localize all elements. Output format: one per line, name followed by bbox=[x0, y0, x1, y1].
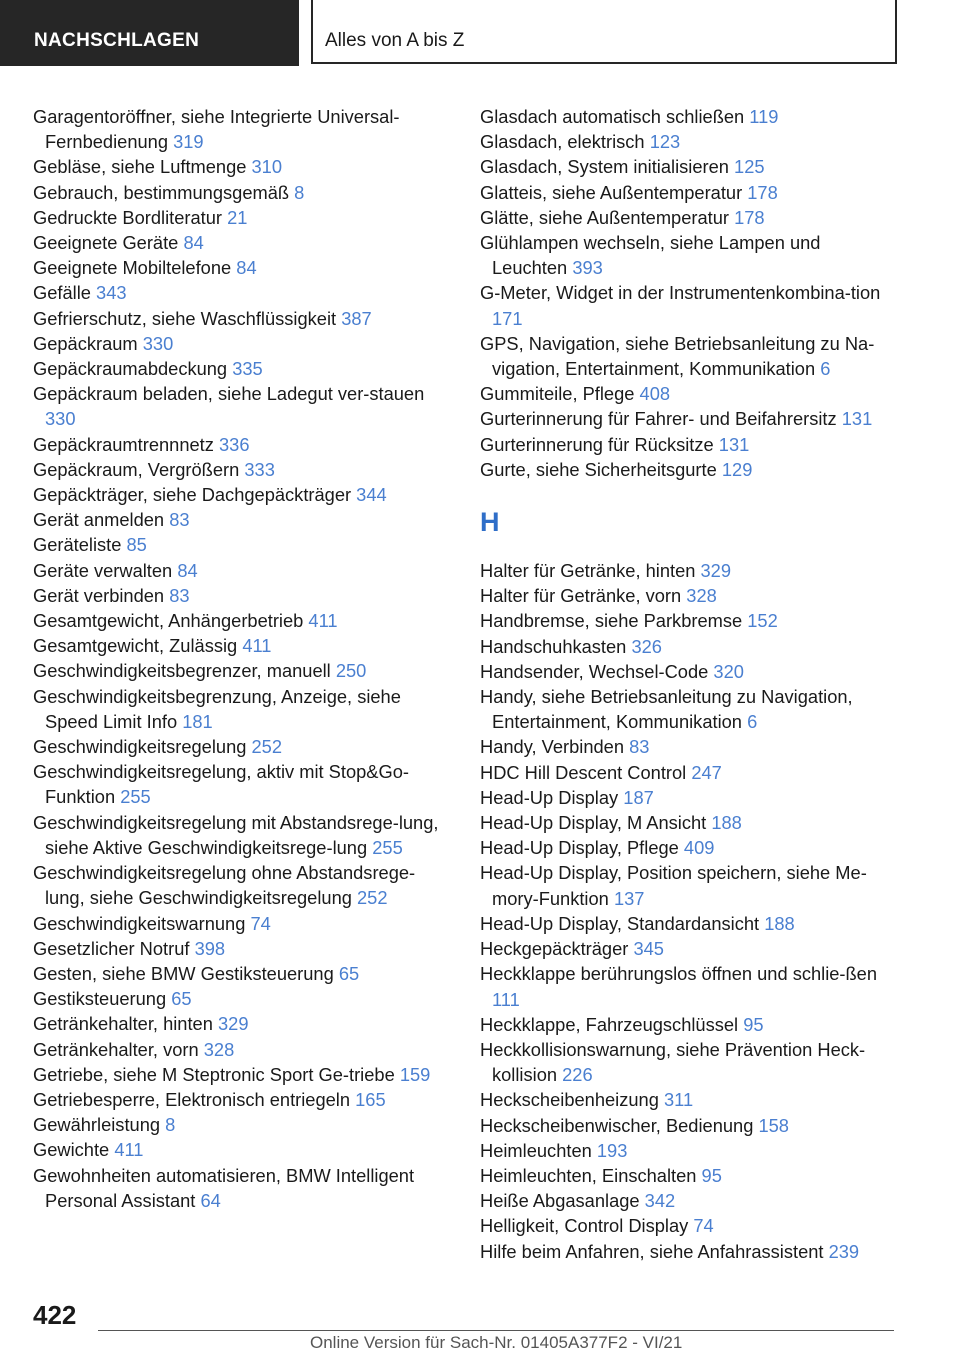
index-page-link[interactable]: 408 bbox=[639, 383, 671, 405]
index-page-link[interactable]: 171 bbox=[492, 307, 523, 329]
index-entry-text: Gepäckraumtrennnetz bbox=[33, 433, 214, 455]
index-entry bbox=[33, 482, 453, 507]
index-entry-text: Geschwindigkeitswarnung bbox=[33, 912, 246, 934]
index-page-link[interactable]: 333 bbox=[244, 458, 275, 480]
index-entry-text: Heckscheibenheizung bbox=[480, 1089, 659, 1111]
index-page-link[interactable]: 65 bbox=[171, 988, 192, 1010]
index-entry bbox=[33, 532, 453, 557]
index-page-link[interactable]: 74 bbox=[250, 912, 271, 934]
index-entry bbox=[33, 684, 453, 734]
index-page-link[interactable]: 111 bbox=[492, 988, 520, 1010]
index-page-link[interactable]: 64 bbox=[200, 1189, 221, 1211]
index-entry bbox=[480, 1163, 900, 1188]
index-entry-text: Gepäckraum beladen, siehe Ladegut ver-stauen bbox=[33, 383, 425, 405]
index-entry bbox=[480, 104, 900, 129]
index-entry bbox=[33, 633, 453, 658]
index-entry bbox=[480, 154, 900, 179]
index-entry bbox=[480, 684, 900, 734]
index-entry-text: Glasdach, System initialisieren bbox=[480, 156, 729, 178]
index-entry-text: Getriebesperre, Elektronisch entriegeln bbox=[33, 1088, 351, 1110]
index-entry bbox=[480, 1213, 900, 1238]
index-page-link[interactable]: 310 bbox=[251, 156, 283, 178]
index-entry-text: G-Meter, Widget in der Instrumentenkombina-tion bbox=[480, 282, 881, 304]
index-entry bbox=[33, 104, 453, 154]
index-entry-text: Gesten, siehe BMW Gestiksteuerung bbox=[33, 962, 334, 984]
index-entry bbox=[480, 911, 900, 936]
index-entry-text: GPS, Navigation, siehe Betriebsanleitung zu Na-vigation, Entertainment, Kommunikation bbox=[480, 332, 875, 380]
index-entry bbox=[480, 230, 900, 280]
index-entry bbox=[33, 280, 453, 305]
index-entry-text: Handschuhkasten bbox=[480, 635, 627, 657]
index-entry bbox=[480, 1087, 900, 1112]
index-entry-text: Getränkehalter, vorn bbox=[33, 1038, 199, 1060]
index-page-link[interactable]: 387 bbox=[341, 307, 372, 329]
index-entry bbox=[480, 457, 900, 482]
index-page-link[interactable]: 95 bbox=[743, 1013, 764, 1035]
index-entry-text: Head-Up Display bbox=[480, 786, 619, 808]
index-entry bbox=[33, 911, 453, 936]
index-entry-text: Heiße Abgasanlage bbox=[480, 1190, 640, 1212]
index-page-link[interactable]: 8 bbox=[294, 181, 305, 203]
index-page-link[interactable]: 330 bbox=[45, 408, 76, 430]
index-entry-text: Gewohnheiten automatisieren, BMW Intelligent Personal Assistant bbox=[33, 1164, 415, 1211]
index-entry bbox=[480, 1188, 900, 1213]
index-entry bbox=[480, 608, 900, 633]
index-entry bbox=[33, 1112, 453, 1137]
index-entry-text: Gebrauch, bestimmungsgemäß bbox=[33, 181, 290, 203]
index-entry-text: Gurterinnerung für Fahrer- und Beifahrersitz bbox=[480, 408, 837, 430]
index-entry bbox=[480, 835, 900, 860]
index-entry bbox=[33, 507, 453, 532]
index-page-link[interactable]: 131 bbox=[718, 433, 750, 455]
index-entry bbox=[480, 406, 900, 431]
index-entry bbox=[480, 1138, 900, 1163]
index-page-link[interactable]: 129 bbox=[721, 458, 753, 480]
index-entry bbox=[33, 583, 453, 608]
index-entry bbox=[33, 608, 453, 633]
index-page-link[interactable]: 411 bbox=[242, 635, 272, 657]
index-entry-text: Gummiteile, Pflege bbox=[480, 383, 635, 405]
index-entry-text: Gebläse, siehe Luftmenge bbox=[33, 156, 247, 178]
index-entry bbox=[480, 558, 900, 583]
index-page-link[interactable]: 8 bbox=[165, 1114, 176, 1136]
index-entry bbox=[480, 760, 900, 785]
index-entry bbox=[33, 356, 453, 381]
index-entry bbox=[33, 457, 453, 482]
index-entry-text: Handy, siehe Betriebsanleitung zu Navigation, Entertainment, Kommunikation bbox=[480, 686, 853, 733]
index-entry-text: Garagentoröffner, siehe Integrierte Universal-Fernbedienung bbox=[33, 106, 400, 153]
index-entry-text: Helligkeit, Control Display bbox=[480, 1215, 689, 1237]
index-page-link[interactable]: 131 bbox=[841, 408, 873, 430]
index-page-link[interactable]: 320 bbox=[713, 660, 744, 682]
index-entry-text: Gerät verbinden bbox=[33, 584, 165, 606]
index-entry bbox=[33, 154, 453, 179]
index-page-link[interactable]: 250 bbox=[335, 660, 367, 682]
index-page-link[interactable]: 159 bbox=[399, 1063, 431, 1085]
index-entry bbox=[33, 658, 453, 683]
index-page-link[interactable]: 152 bbox=[747, 610, 778, 632]
index-entry-text: Geschwindigkeitsbegrenzer, manuell bbox=[33, 660, 331, 682]
index-entry-text: Gestiksteuerung bbox=[33, 988, 167, 1010]
index-column-left bbox=[33, 104, 453, 1213]
index-entry bbox=[33, 810, 453, 860]
index-entry bbox=[33, 1011, 453, 1036]
index-page-link[interactable]: 137 bbox=[613, 887, 645, 909]
index-entry-text: Head-Up Display, Pflege bbox=[480, 837, 679, 859]
index-entry bbox=[480, 432, 900, 457]
index-entry-text: Gerät anmelden bbox=[33, 509, 165, 531]
index-entry bbox=[33, 306, 453, 331]
index-page-link[interactable]: 226 bbox=[562, 1064, 593, 1086]
index-entry bbox=[33, 1087, 453, 1112]
index-page-link[interactable]: 326 bbox=[631, 635, 662, 657]
index-page-link[interactable]: 178 bbox=[734, 206, 765, 228]
index-entry-text: Gewährleistung bbox=[33, 1114, 161, 1136]
index-page-link[interactable]: 342 bbox=[644, 1190, 676, 1212]
index-page-link[interactable]: 125 bbox=[734, 156, 765, 178]
index-entry bbox=[480, 129, 900, 154]
index-page-link[interactable]: 83 bbox=[169, 584, 190, 606]
index-entry bbox=[480, 659, 900, 684]
section-title: NACHSCHLAGEN bbox=[34, 30, 200, 51]
index-entry-text: Glühlampen wechseln, siehe Lampen und Leuchten bbox=[480, 232, 821, 279]
index-page-link[interactable]: 328 bbox=[203, 1038, 235, 1060]
index-entry bbox=[33, 961, 453, 986]
index-entry-text: Geschwindigkeitsregelung, aktiv mit Stop&Go-Funktion bbox=[33, 761, 409, 808]
index-page-link[interactable]: 83 bbox=[629, 736, 650, 758]
index-page-link[interactable]: 119 bbox=[749, 106, 779, 127]
index-entry bbox=[33, 860, 453, 910]
index-page-link[interactable]: 255 bbox=[120, 786, 151, 808]
chapter-title: Alles von A bis Z bbox=[325, 30, 465, 51]
index-page-link[interactable]: 188 bbox=[711, 812, 742, 834]
index-entry-text: Gedruckte Bordliteratur bbox=[33, 206, 222, 228]
index-page-link[interactable]: 343 bbox=[96, 282, 127, 304]
index-entry bbox=[480, 1239, 900, 1264]
index-entry-text: Glätte, siehe Außentemperatur bbox=[480, 206, 729, 228]
index-entry bbox=[33, 558, 453, 583]
index-page-link[interactable]: 123 bbox=[649, 131, 681, 153]
index-entry bbox=[480, 961, 900, 1011]
index-group-g bbox=[480, 104, 900, 482]
index-page-link[interactable]: 411 bbox=[308, 610, 338, 632]
index-entry-text: Glatteis, siehe Außentemperatur bbox=[480, 181, 743, 203]
index-entry-text: Geräteliste bbox=[33, 534, 122, 556]
index-page-link[interactable]: 329 bbox=[700, 560, 732, 582]
index-entry-text: Gefrierschutz, siehe Waschflüssigkeit bbox=[33, 307, 337, 329]
index-entry bbox=[480, 205, 900, 230]
footer-version: Online Version für Sach-Nr. 01405A377F2 - VI/21 bbox=[310, 1333, 683, 1352]
index-entry-text: Handsender, Wechsel-Code bbox=[480, 660, 709, 682]
index-entry bbox=[480, 936, 900, 961]
index-page-link[interactable]: 336 bbox=[218, 433, 250, 455]
index-entry-text: Heckklappe, Fahrzeugschlüssel bbox=[480, 1013, 739, 1035]
index-entry-text: Gepäckraum bbox=[33, 332, 138, 354]
index-page-link[interactable]: 181 bbox=[182, 710, 213, 732]
index-page-link[interactable]: 6 bbox=[747, 711, 758, 733]
index-entry bbox=[480, 1012, 900, 1037]
index-entry-text: Geschwindigkeitsregelung mit Abstandsrege-lung, siehe Aktive Geschwindigkeitsrege-lung bbox=[33, 811, 439, 858]
index-entry bbox=[480, 1113, 900, 1138]
index-entry bbox=[33, 331, 453, 356]
index-entry bbox=[33, 1062, 453, 1087]
index-page-link[interactable]: 409 bbox=[683, 837, 715, 859]
index-page-link[interactable]: 85 bbox=[126, 534, 147, 556]
chapter-header bbox=[311, 0, 897, 64]
index-entry bbox=[480, 785, 900, 810]
index-column-right bbox=[480, 104, 900, 1264]
index-page-link[interactable]: 95 bbox=[701, 1164, 722, 1186]
index-entry-text: Gurte, siehe Sicherheitsgurte bbox=[480, 458, 717, 480]
index-page-link[interactable]: 84 bbox=[236, 257, 257, 279]
index-entry-text: Heckscheibenwischer, Bedienung bbox=[480, 1114, 754, 1136]
index-page-link[interactable]: 6 bbox=[820, 358, 831, 380]
index-page-link[interactable]: 252 bbox=[251, 736, 283, 758]
index-page-link[interactable]: 319 bbox=[173, 131, 204, 153]
index-entry-text: Geschwindigkeitsbegrenzung, Anzeige, siehe Speed Limit Info bbox=[33, 685, 401, 732]
index-entry-text: Glasdach, elektrisch bbox=[480, 131, 645, 153]
index-entry bbox=[33, 1137, 453, 1162]
index-entry-text: Hilfe beim Anfahren, siehe Anfahrassistent bbox=[480, 1240, 824, 1262]
index-group-h bbox=[480, 558, 900, 1264]
index-entry bbox=[33, 381, 453, 431]
index-entry bbox=[33, 180, 453, 205]
index-entry bbox=[480, 331, 900, 381]
index-page-link[interactable]: 239 bbox=[828, 1240, 860, 1262]
index-entry-text: Head-Up Display, Standardansicht bbox=[480, 912, 760, 934]
index-page-link[interactable]: 74 bbox=[693, 1215, 714, 1237]
index-page-link[interactable]: 255 bbox=[372, 836, 403, 858]
index-entry bbox=[33, 1163, 453, 1213]
index-page-link[interactable]: 188 bbox=[764, 912, 795, 934]
index-page-link[interactable]: 21 bbox=[227, 206, 248, 228]
index-entry bbox=[480, 180, 900, 205]
index-entry bbox=[33, 734, 453, 759]
index-page-link[interactable]: 65 bbox=[338, 962, 360, 984]
index-entry-text: Gepäckträger, siehe Dachgepäckträger bbox=[33, 484, 352, 506]
index-entry-text: Head-Up Display, M Ansicht bbox=[480, 812, 707, 834]
index-entry-text: Halter für Getränke, hinten bbox=[480, 560, 696, 582]
index-page-link[interactable]: 411 bbox=[114, 1139, 144, 1161]
index-page-link[interactable]: 344 bbox=[356, 484, 387, 506]
index-entry bbox=[33, 986, 453, 1011]
index-page-link[interactable]: 398 bbox=[194, 937, 226, 959]
index-entry-text: Heckklappe berührungslos öffnen und schlie-ßen bbox=[480, 963, 878, 985]
index-entry-text: Heckkollisionswarnung, siehe Prävention Heck-kollision bbox=[480, 1038, 866, 1086]
index-entry bbox=[33, 205, 453, 230]
index-entry-text: Gepäckraum, Vergrößern bbox=[33, 458, 240, 480]
index-page-link[interactable]: 193 bbox=[596, 1139, 628, 1161]
index-page-link[interactable]: 329 bbox=[217, 1013, 249, 1035]
index-entry bbox=[33, 230, 453, 255]
index-entry-text: Gepäckraumabdeckung bbox=[33, 358, 228, 380]
index-entry bbox=[33, 759, 453, 809]
index-entry-text: Glasdach automatisch schließen bbox=[480, 106, 745, 127]
index-entry bbox=[480, 810, 900, 835]
index-entry bbox=[480, 381, 900, 406]
index-entry-text: Handbremse, siehe Parkbremse bbox=[480, 610, 743, 632]
index-page-link[interactable]: 178 bbox=[747, 181, 778, 203]
index-entry-text: Geschwindigkeitsregelung ohne Abstandsrege-lung, siehe Geschwindigkeitsregelung bbox=[33, 862, 416, 909]
index-page-link[interactable]: 335 bbox=[232, 358, 263, 380]
index-page-link[interactable]: 83 bbox=[169, 509, 190, 531]
index-entry bbox=[480, 1037, 900, 1087]
index-entry bbox=[480, 860, 900, 910]
index-entry-text: Getränkehalter, hinten bbox=[33, 1013, 213, 1035]
index-entry-text: Heckgepäckträger bbox=[480, 938, 629, 960]
index-entry bbox=[480, 734, 900, 759]
index-entry-text: Geräte verwalten bbox=[33, 559, 173, 581]
index-entry-text: Gefälle bbox=[33, 282, 91, 304]
index-page-link[interactable]: 84 bbox=[177, 559, 198, 581]
index-entry-text: Halter für Getränke, vorn bbox=[480, 585, 682, 607]
footer-divider bbox=[98, 1330, 894, 1331]
index-entry-text: Gurterinnerung für Rücksitze bbox=[480, 433, 714, 455]
index-entry bbox=[33, 1037, 453, 1062]
index-page-link[interactable]: 311 bbox=[663, 1089, 694, 1111]
index-entry-text: Heimleuchten, Einschalten bbox=[480, 1164, 697, 1186]
index-page-link[interactable]: 84 bbox=[183, 232, 204, 254]
index-entry-text: HDC Hill Descent Control bbox=[480, 761, 687, 783]
index-page-link[interactable]: 252 bbox=[357, 887, 388, 909]
page-number: 422 bbox=[33, 1300, 77, 1330]
index-entry bbox=[480, 634, 900, 659]
index-page-link[interactable]: 187 bbox=[623, 786, 654, 808]
section-header bbox=[0, 0, 299, 66]
index-entry-text: Gesetzlicher Notruf bbox=[33, 937, 190, 959]
index-page-link[interactable]: 158 bbox=[758, 1114, 789, 1136]
index-entry-text: Gesamtgewicht, Zulässig bbox=[33, 635, 238, 657]
index-entry bbox=[33, 936, 453, 961]
index-page-link[interactable]: 165 bbox=[355, 1088, 386, 1110]
index-entry-text: Geeignete Geräte bbox=[33, 232, 179, 254]
index-entry-text: Getriebe, siehe M Steptronic Sport Ge-triebe bbox=[33, 1063, 395, 1085]
index-page-link[interactable]: 330 bbox=[142, 332, 174, 354]
index-page-link[interactable]: 328 bbox=[686, 585, 717, 607]
index-entry-text: Heimleuchten bbox=[480, 1139, 592, 1161]
index-page-link[interactable]: 345 bbox=[633, 938, 664, 960]
index-entry-text: Head-Up Display, Position speichern, siehe Me-mory-Funktion bbox=[480, 862, 867, 909]
index-page-link[interactable]: 393 bbox=[572, 257, 603, 279]
index-page-link[interactable]: 247 bbox=[691, 761, 722, 783]
index-entry-text: Gesamtgewicht, Anhängerbetrieb bbox=[33, 610, 304, 632]
index-entry-text: Gewichte bbox=[33, 1139, 110, 1161]
index-entry bbox=[480, 583, 900, 608]
index-entry-text: Handy, Verbinden bbox=[480, 736, 624, 758]
index-entry bbox=[480, 280, 900, 330]
index-entry bbox=[33, 432, 453, 457]
section-letter-h: H bbox=[480, 507, 500, 538]
index-entry-text: Geeignete Mobiltelefone bbox=[33, 257, 232, 279]
index-entry-text: Geschwindigkeitsregelung bbox=[33, 736, 247, 758]
index-entry bbox=[33, 255, 453, 280]
